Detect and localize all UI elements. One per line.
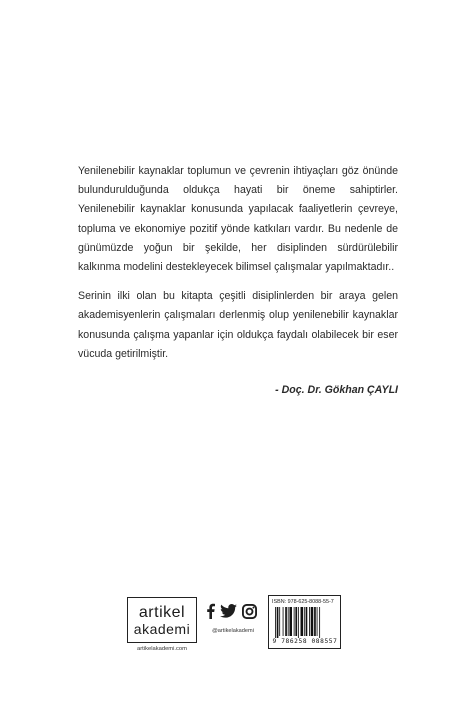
- instagram-icon: [242, 604, 257, 619]
- barcode-icon: [275, 607, 337, 638]
- publisher-website: artikelakademi.com: [137, 646, 187, 652]
- publisher-logo: [127, 597, 197, 643]
- social-handle: @artikelakademi: [212, 628, 254, 634]
- logo-line-artikel: artikel: [138, 603, 186, 621]
- author-signature: - Doç. Dr. Gökhan ÇAYLI: [275, 384, 398, 396]
- logo-line-akademi: akademi: [133, 620, 191, 637]
- paragraph-1: Yenilenebilir kaynaklar toplumun ve çevrenin ihtiyaçları göz önünde bulundurulduğunda oldukça hayati bir öneme sahiptirler. Yenilenebilir kaynaklar konusunda yapılacak faaliyetlerin çevreye, topluma ve ekonomiye pozitif yönde katkıları vardır. Bu nedenle de günümüzde yoğun bir şekilde, her disiplinden sürdürülebilir kalkınma modelini destekleyecek bilimsel çalışmalar yapılmaktadır..: [78, 165, 398, 274]
- isbn-barcode-box: [268, 595, 341, 649]
- social-icons: [206, 603, 257, 619]
- paragraph-2: Serinin ilki olan bu kitapta çeşitli disiplinlerden bir araya gelen akademisyenlerin çalışmaları derlenmiş olup yenilenebilir kaynaklar konusunda çalışma yapanlar için oldukça faydalı olabilecek bir eser vücuda getirilmiştir.: [78, 290, 398, 360]
- barcode-digits: 9 786258 088557: [272, 638, 338, 645]
- facebook-icon: [206, 603, 215, 619]
- isbn-number: ISBN: 978-625-8088-55-7: [272, 599, 334, 605]
- back-cover-text: [78, 162, 398, 364]
- twitter-icon: [220, 604, 237, 618]
